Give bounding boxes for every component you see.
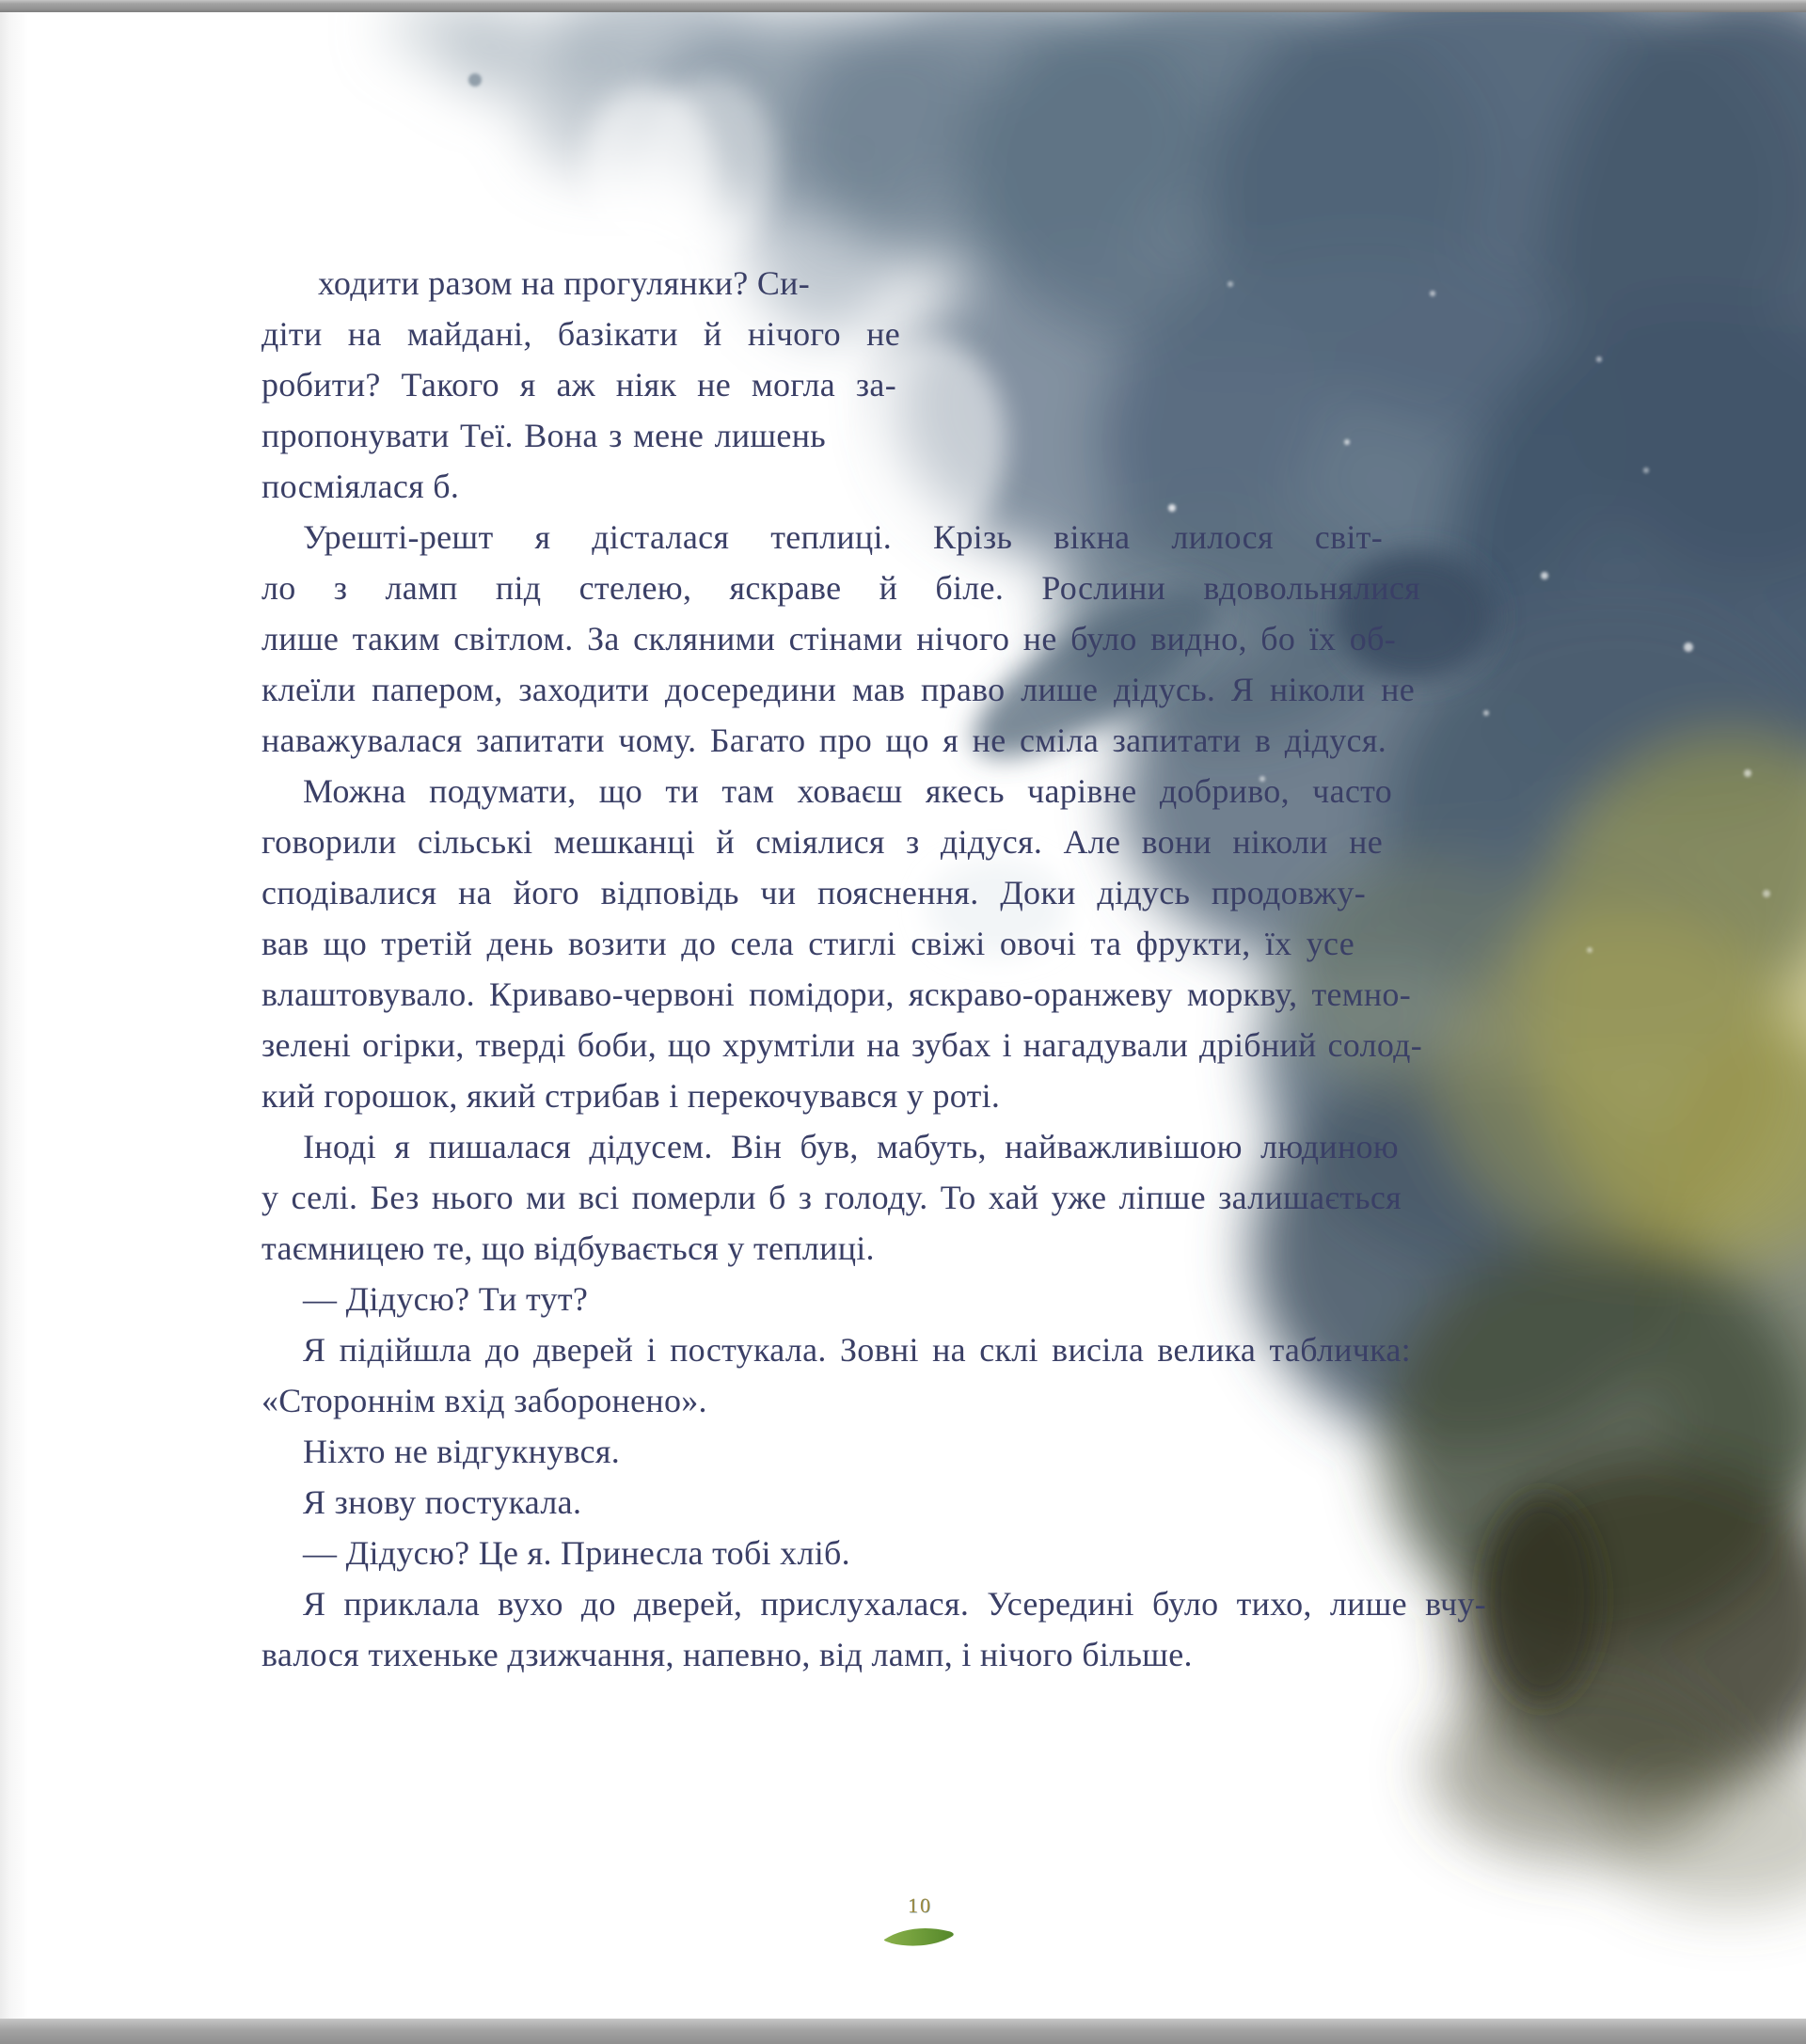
page-number: 10	[908, 1893, 932, 1917]
text-line: говорили сільські мешканці й сміялися з дідуся. Але вони ніколи не	[261, 823, 1383, 861]
text-line: діти на майдані, базікати й нічого не	[261, 315, 900, 353]
text-line: лише таким світлом. За скляними стінами нічого не було видно, бо їх об-	[261, 620, 1396, 658]
text-line: зелені огірки, тверді боби, що хрумтіли на зубах і нагадували дрібний солод-	[261, 1026, 1422, 1064]
page-edge-bottom	[0, 2019, 1806, 2044]
page-edge-left	[0, 0, 30, 2044]
text-line: ло з ламп під стелею, яскраве й біле. Рослини вдовольнялися	[261, 569, 1420, 607]
text-line: ходити разом на прогулянки? Си-	[318, 264, 811, 302]
text-line: робити? Такого я аж ніяк не могла за-	[261, 366, 896, 404]
text-line: влаштовувало. Криваво-червоні помідори, яскраво-оранжеву моркву, темно-	[261, 975, 1411, 1013]
text-line: Я підійшла до дверей і постукала. Зовні на склі висіла велика табличка:	[303, 1331, 1411, 1369]
text-line: Ніхто не відгукнувся.	[303, 1433, 621, 1470]
text-line: сподівалися на його відповідь чи пояснення. Доки дідусь продовжу-	[261, 874, 1366, 911]
text-line: у селі. Без нього ми всі померли б з голоду. То хай уже ліпше залишається	[261, 1179, 1402, 1216]
text-line: Урешті-решт я дісталася теплиці. Крізь вікна лилося світ-	[303, 518, 1383, 556]
text-line: Іноді я пишалася дідусем. Він був, мабуть, найважливішою людиною	[303, 1128, 1399, 1165]
page-edge-top	[0, 0, 1806, 12]
text-line: Можна подумати, що ти там ховаєш якесь чарівне добриво, часто	[303, 772, 1392, 810]
text-line: — Дідусю? Ти тут?	[303, 1280, 589, 1318]
text-line: наважувалася запитати чому. Багато про що я не сміла запитати в дідуся.	[261, 721, 1386, 759]
text-line: пропонувати Теї. Вона з мене лишень	[261, 417, 826, 454]
text-line: «Стороннім вхід заборонено».	[261, 1382, 707, 1419]
text-line: посміялася б.	[261, 467, 460, 505]
text-line: кий горошок, який стрибав і перекочувався у роті.	[261, 1077, 1001, 1115]
text-line: валося тихеньке дзижчання, напевно, від ламп, і нічого більше.	[261, 1636, 1193, 1673]
leaf-icon	[880, 1923, 959, 1953]
text-line: вав що третій день возити до села стиглі свіжі овочі та фрукти, їх усе	[261, 925, 1354, 962]
text-line: таємницею те, що відбувається у теплиці.	[261, 1229, 875, 1267]
text-line: Я приклала вухо до дверей, прислухалася. Усередині було тихо, лише вчу-	[303, 1585, 1486, 1623]
text-line: — Дідусю? Це я. Принесла тобі хліб.	[303, 1534, 850, 1572]
text-line: Я знову постукала.	[303, 1483, 582, 1521]
text-line: клеїли папером, заходити досередини мав право лише дідусь. Я ніколи не	[261, 671, 1415, 708]
